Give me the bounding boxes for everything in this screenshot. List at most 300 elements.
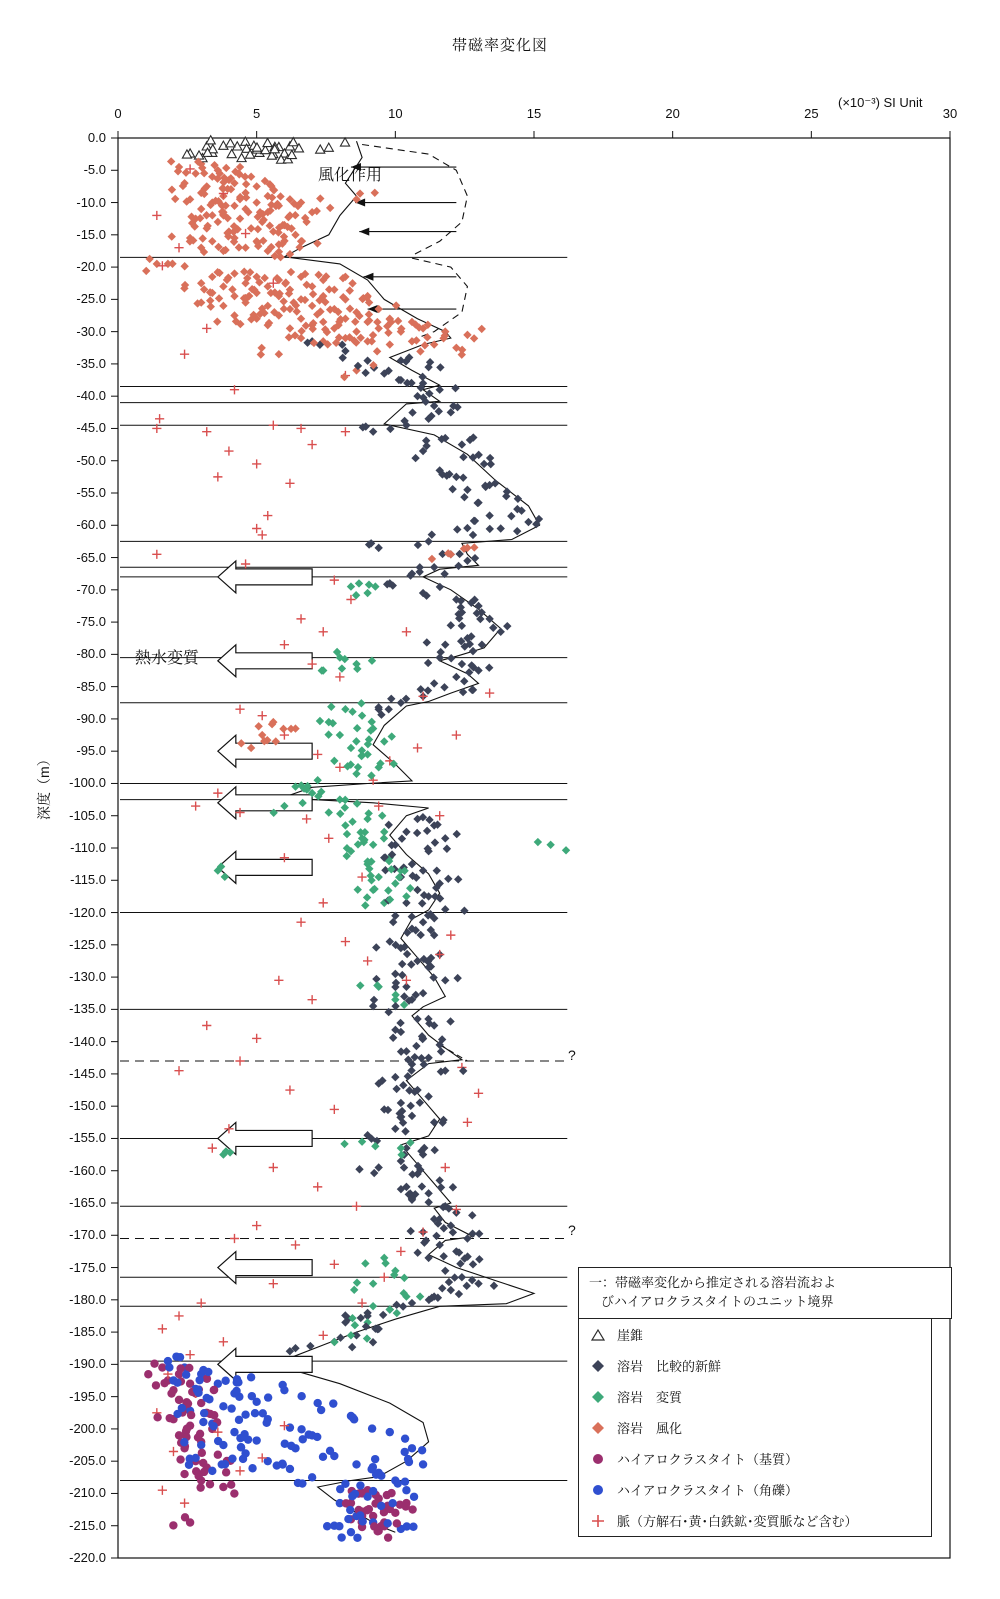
data-point (503, 622, 511, 630)
data-point (423, 638, 431, 646)
data-point (421, 341, 429, 349)
data-point (236, 214, 244, 222)
data-point (470, 334, 478, 342)
data-point (313, 1182, 322, 1191)
data-point (252, 459, 261, 468)
data-point (436, 363, 444, 371)
data-point (199, 1459, 207, 1467)
data-point (152, 1381, 160, 1389)
data-point (424, 659, 432, 667)
data-point (199, 234, 207, 242)
data-point (178, 1404, 186, 1412)
y-tick-label: -20.0 (76, 259, 106, 275)
y-tick-label: -75.0 (76, 614, 106, 630)
data-point (469, 531, 477, 539)
data-point (316, 194, 324, 202)
data-point (346, 305, 354, 313)
y-tick-label: -95.0 (76, 743, 106, 759)
y-tick-label: -110.0 (70, 840, 106, 855)
data-point (433, 866, 441, 874)
data-point (356, 1511, 364, 1519)
data-point (227, 1480, 235, 1488)
data-point (392, 1085, 400, 1093)
y-tick-label: -145.0 (69, 1065, 106, 1081)
block-arrow (218, 851, 312, 883)
data-point (431, 1146, 439, 1154)
data-point (391, 970, 399, 978)
data-point (394, 1479, 402, 1487)
data-point (423, 333, 431, 341)
data-point (316, 717, 324, 725)
data-point (195, 1376, 203, 1384)
data-point (441, 640, 449, 648)
y-tick-label: -205.0 (69, 1453, 106, 1469)
y-tick-label: -140.0 (69, 1033, 106, 1049)
data-point (407, 379, 415, 387)
data-point (392, 1301, 400, 1309)
data-point (473, 499, 481, 507)
data-point (296, 614, 305, 623)
data-point (447, 654, 455, 662)
data-point (186, 1350, 195, 1359)
data-point (167, 1389, 175, 1397)
data-point (458, 660, 466, 668)
data-point (424, 1254, 432, 1262)
data-point (384, 1533, 392, 1541)
data-point (286, 1423, 294, 1431)
data-point (428, 555, 436, 563)
data-point (408, 1170, 416, 1178)
y-tick-label: -115.0 (70, 872, 106, 888)
data-point (168, 260, 176, 268)
data-point (180, 350, 189, 359)
data-point (224, 446, 233, 455)
data-point (407, 1102, 415, 1110)
data-point (347, 582, 355, 590)
data-point (182, 1371, 190, 1379)
data-point (257, 350, 265, 358)
data-point (308, 1473, 316, 1481)
data-point (441, 1163, 450, 1172)
data-point (247, 224, 255, 232)
data-point (308, 995, 317, 1004)
data-point (402, 892, 410, 900)
y-tick-label: -105.0 (69, 807, 106, 823)
data-point (397, 1047, 405, 1055)
data-point (213, 317, 221, 325)
data-point (363, 356, 371, 364)
data-point (352, 770, 360, 778)
data-point (425, 1198, 433, 1206)
data-point (448, 485, 456, 493)
data-point (463, 524, 471, 532)
data-point (353, 799, 361, 807)
data-point (458, 440, 466, 448)
data-point (335, 672, 344, 681)
data-point (338, 664, 346, 672)
data-point (280, 305, 288, 313)
data-point (370, 996, 378, 1004)
data-point (230, 311, 238, 319)
data-point (285, 479, 294, 488)
data-point (400, 1448, 408, 1456)
data-point (460, 493, 468, 501)
data-point (210, 1386, 218, 1394)
data-point (180, 1499, 189, 1508)
data-point (214, 1451, 222, 1459)
data-point (408, 408, 416, 416)
data-point (393, 1309, 401, 1317)
data-point (239, 1455, 247, 1463)
data-point (478, 325, 486, 333)
data-point (431, 838, 439, 846)
data-point (176, 1455, 184, 1463)
data-point (208, 237, 216, 245)
data-point (470, 543, 478, 551)
y-tick-label: -195.0 (69, 1388, 106, 1404)
data-point (373, 318, 381, 326)
note-line-2: びハイアロクラスタイトのユニット境界 (601, 1293, 834, 1309)
data-point (372, 975, 380, 983)
data-point (414, 541, 422, 549)
data-point (214, 1437, 222, 1445)
data-point (391, 1073, 399, 1081)
data-point (385, 821, 393, 829)
data-point (237, 153, 246, 161)
dashed-link (440, 1045, 468, 1061)
data-point (363, 589, 371, 597)
data-point (341, 427, 350, 436)
data-point (413, 886, 421, 894)
data-point (524, 518, 532, 526)
data-point (459, 473, 467, 481)
data-point (208, 1144, 217, 1153)
data-point (221, 1377, 229, 1385)
data-point (400, 1274, 408, 1282)
y-tick-label: -15.0 (76, 226, 106, 242)
data-point (454, 875, 462, 883)
note-box (578, 1267, 952, 1319)
data-point (485, 688, 494, 697)
data-point (368, 1424, 376, 1432)
data-point (490, 1282, 498, 1290)
data-point (199, 1418, 207, 1426)
data-point (440, 1224, 448, 1232)
data-point (441, 1267, 449, 1275)
data-point (475, 1255, 483, 1263)
legend-label-4: ハイアロクラスタイト（基質） (617, 1452, 798, 1467)
data-point (361, 901, 369, 909)
data-point (384, 329, 392, 337)
y-tick-label: -80.0 (76, 646, 106, 662)
data-point (340, 138, 349, 146)
data-point (269, 421, 278, 430)
y-tick-label: -70.0 (76, 581, 106, 597)
data-point (166, 1414, 174, 1422)
data-point (374, 544, 382, 552)
data-point (423, 827, 431, 835)
circle-icon (587, 1452, 609, 1466)
data-point (228, 1454, 236, 1462)
y-tick-label: -160.0 (69, 1162, 106, 1178)
data-point (441, 976, 449, 984)
data-point (383, 1519, 391, 1527)
data-point (352, 1202, 361, 1211)
data-point (319, 318, 327, 326)
data-point (347, 1528, 355, 1536)
data-point (341, 937, 350, 946)
data-point (486, 525, 494, 533)
y-tick-label: -170.0 (69, 1227, 106, 1243)
data-point (347, 744, 355, 752)
data-point (424, 1092, 432, 1100)
data-point (372, 943, 380, 951)
weathering-arrow-head (363, 273, 373, 281)
data-point (319, 898, 328, 907)
data-point (153, 260, 161, 268)
y-tick-label: -150.0 (69, 1098, 106, 1114)
data-point (241, 1411, 249, 1419)
data-point (443, 845, 451, 853)
data-point (291, 231, 299, 239)
data-point (408, 1444, 416, 1452)
data-point (507, 512, 515, 520)
data-point (435, 407, 443, 415)
data-point (449, 1183, 457, 1191)
data-point (180, 1438, 188, 1446)
data-point (418, 1446, 426, 1454)
data-point (437, 1047, 445, 1055)
data-point (274, 976, 283, 985)
block-arrow (218, 1122, 312, 1154)
data-point (369, 1279, 377, 1287)
data-point (374, 873, 382, 881)
data-point (344, 1515, 352, 1523)
data-point (411, 454, 419, 462)
data-point (377, 1502, 385, 1510)
data-point (208, 1467, 216, 1475)
data-point (326, 204, 334, 212)
data-point (276, 192, 284, 200)
y-tick-label: 0.0 (87, 130, 106, 145)
data-point (262, 1419, 270, 1427)
data-point (368, 718, 376, 726)
data-point (413, 392, 421, 400)
data-point (358, 711, 366, 719)
data-point (398, 834, 406, 842)
data-point (416, 1292, 424, 1300)
data-point (196, 1483, 204, 1491)
data-point (352, 737, 360, 745)
data-point (485, 663, 493, 671)
data-point (388, 732, 396, 740)
data-point (263, 138, 272, 146)
data-point (324, 143, 333, 151)
data-point (180, 262, 188, 270)
data-point (401, 1127, 409, 1135)
data-point (436, 583, 444, 591)
data-point (219, 1337, 228, 1346)
y-tick-label: -135.0 (69, 1001, 106, 1017)
data-point (326, 1447, 334, 1455)
data-point (424, 686, 432, 694)
data-point (287, 268, 295, 276)
data-point (173, 1378, 181, 1386)
data-point (155, 414, 164, 423)
data-point (452, 730, 461, 739)
data-point (369, 1487, 377, 1495)
data-point (226, 139, 235, 147)
data-point (235, 705, 244, 714)
page-title: 帯磁率変化図 (451, 37, 548, 54)
data-point (468, 1211, 476, 1219)
data-point (222, 1468, 230, 1476)
data-point (228, 285, 236, 293)
data-point (378, 812, 386, 820)
y-tick-label: -35.0 (76, 355, 106, 371)
data-point (458, 1273, 466, 1281)
circle-icon (587, 1483, 609, 1497)
legend-label-2: 溶岩 変質 (617, 1390, 683, 1405)
data-point (200, 1409, 208, 1417)
data-point (191, 169, 199, 177)
annotation-weathering: 風化作用 (318, 167, 383, 184)
data-point (230, 1428, 238, 1436)
data-point (175, 1396, 183, 1404)
y-tick-label: -120.0 (69, 904, 106, 920)
data-point (380, 1273, 389, 1282)
data-point (213, 472, 222, 481)
data-point (419, 866, 427, 874)
data-point (341, 796, 349, 804)
data-point (302, 814, 311, 823)
data-point (404, 1455, 412, 1463)
data-point (410, 1493, 418, 1501)
diamond-icon (587, 1390, 609, 1404)
data-point (354, 763, 362, 771)
legend-item-5 (579, 1474, 931, 1505)
data-point (309, 290, 317, 298)
data-point (232, 1387, 240, 1395)
note-line-1: 一：帯磁率変化から推定される溶岩流およ (589, 1275, 837, 1290)
data-point (348, 1343, 356, 1351)
data-point (286, 1465, 294, 1473)
data-point (396, 1019, 404, 1027)
data-point (436, 648, 444, 656)
data-point (416, 347, 424, 355)
data-point (341, 821, 349, 829)
data-point (349, 1413, 357, 1421)
data-point (230, 1489, 238, 1497)
data-point (168, 185, 176, 193)
y-tick-label: -90.0 (76, 710, 106, 726)
y-tick-label: -200.0 (69, 1420, 106, 1436)
plus-icon (587, 1514, 609, 1528)
data-point (171, 195, 179, 203)
data-point (364, 809, 372, 817)
data-point (206, 296, 214, 304)
data-point (168, 232, 176, 240)
data-point (386, 1428, 394, 1436)
data-point (296, 918, 305, 927)
data-point (562, 846, 570, 854)
data-point (413, 743, 422, 752)
legend-label-3: 溶岩 風化 (617, 1421, 683, 1436)
data-point (393, 1519, 401, 1527)
data-point (316, 145, 325, 153)
x-tick-label: 0 (114, 106, 122, 121)
data-point (158, 1324, 167, 1333)
block-arrow (218, 1252, 312, 1284)
data-point (144, 1370, 152, 1378)
data-point (408, 912, 416, 920)
data-point (474, 1089, 483, 1098)
data-point (244, 1435, 252, 1443)
data-point (356, 1481, 364, 1489)
data-point (403, 1522, 411, 1530)
data-point (227, 1404, 235, 1412)
data-point (174, 243, 183, 252)
data-point (319, 1453, 327, 1461)
data-point (365, 580, 373, 588)
data-point (460, 677, 468, 685)
data-point (453, 830, 461, 838)
data-point (194, 1389, 202, 1397)
data-point (330, 1105, 339, 1114)
data-point (440, 683, 448, 691)
data-point (297, 1425, 305, 1433)
data-point (252, 1221, 261, 1230)
data-point (252, 198, 260, 206)
y-tick-label: -130.0 (69, 969, 106, 985)
data-point (264, 1393, 272, 1401)
y-tick-label: -125.0 (69, 936, 106, 952)
y-tick-label: -155.0 (69, 1130, 106, 1146)
data-point (176, 1364, 184, 1372)
data-point (233, 1378, 241, 1386)
data-point (436, 1176, 444, 1184)
data-point (357, 699, 365, 707)
data-point (298, 1479, 306, 1487)
data-point (398, 960, 406, 968)
data-point (437, 1183, 445, 1191)
data-point (451, 384, 459, 392)
data-point (374, 324, 382, 332)
x-tick-label: 25 (804, 106, 819, 121)
data-point (346, 286, 354, 294)
data-point (258, 711, 267, 720)
data-point (546, 841, 554, 849)
data-point (441, 834, 449, 842)
data-point (447, 1221, 455, 1229)
data-point (363, 893, 371, 901)
data-point (313, 750, 322, 759)
data-point (336, 731, 344, 739)
block-arrow (218, 561, 312, 593)
legend-item-6 (579, 1505, 931, 1536)
data-point (247, 1373, 255, 1381)
data-point (330, 1260, 339, 1269)
y-tick-label: -185.0 (69, 1324, 106, 1340)
data-point (402, 1486, 410, 1494)
data-point (445, 1278, 453, 1286)
legend-label-6: 脈（方解石･黄･白鉄鉱･変質脈など含む） (617, 1514, 858, 1529)
data-point (485, 511, 493, 519)
data-point (447, 1286, 455, 1294)
data-point (385, 705, 393, 713)
data-point (327, 703, 335, 711)
data-point (206, 136, 215, 144)
